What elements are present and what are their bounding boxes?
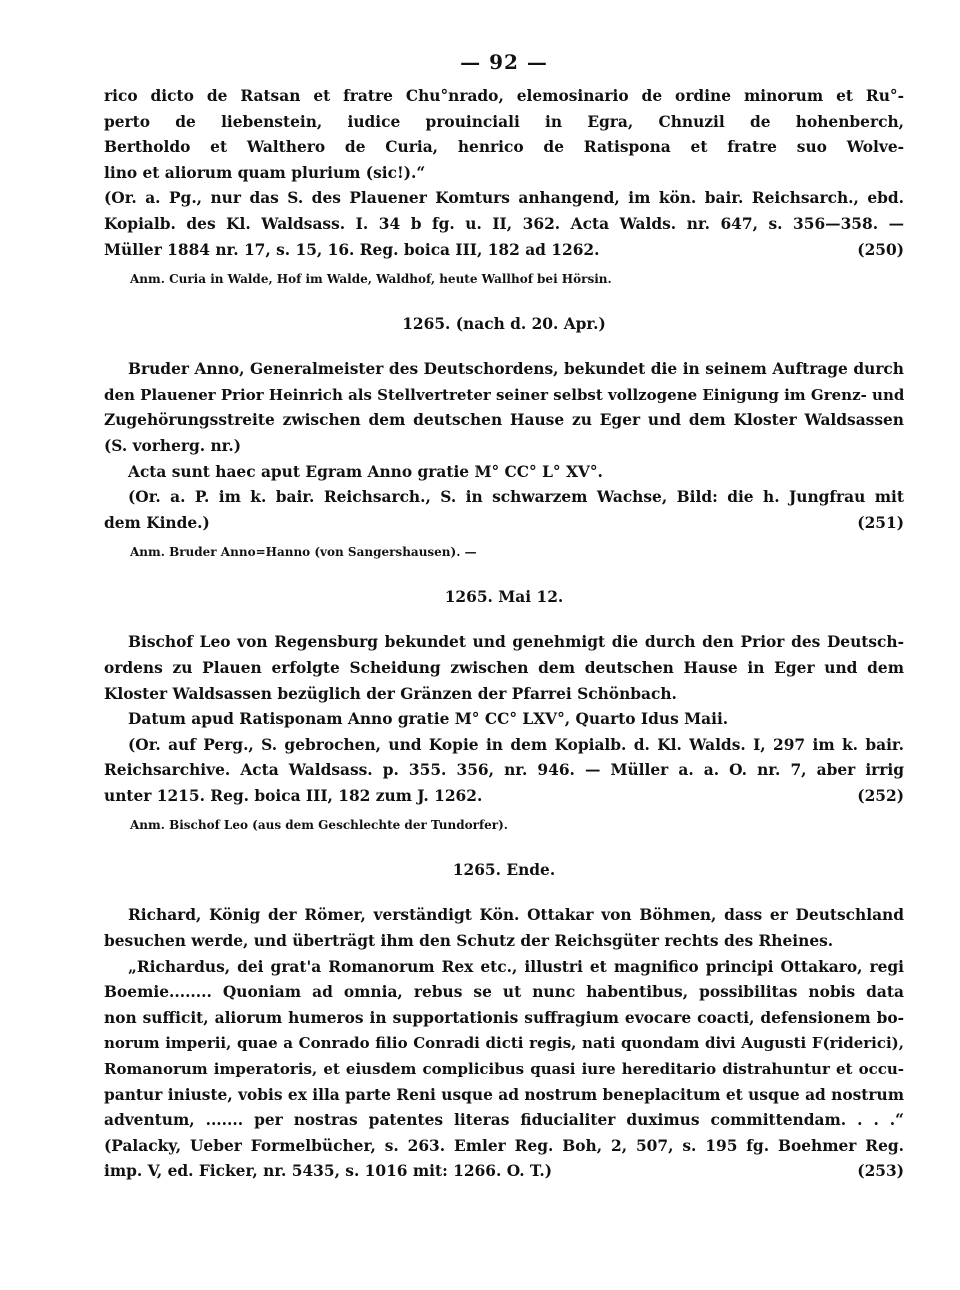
text-line: (Palacky, Ueber Formelbücher, s. 263. Emler Reg. Boh, 2, 507, s. 195 fg. Boehmer Reg. xyxy=(104,1136,904,1155)
text-line: adventum, ....... per nostras patentes literas fiducialiter duximus committendam. . . .“ xyxy=(104,1111,904,1130)
text-line: Acta sunt haec aput Egram Anno gratie M° CC° L° XV°. xyxy=(128,462,603,481)
page-number: — 92 — xyxy=(460,50,548,74)
annotation: Anm. Curia in Walde, Hof im Walde, Waldhof, heute Wallhof bei Hörsin. xyxy=(130,272,612,287)
text-line: pantur iniuste, vobis ex illa parte Reni usque ad nostrum beneplacitum et usque ad nostrum xyxy=(104,1085,904,1104)
text-line: (Or. a. Pg., nur das S. des Plauener Komturs anhangend, im kön. bair. Reichsarch., ebd. xyxy=(104,189,904,208)
text-line: perto de liebenstein, iudice prouinciali in Egra, Chnuzil de hohenberch, xyxy=(104,112,904,131)
entry-heading: 1265. Mai 12. xyxy=(444,588,564,607)
line-text: Müller 1884 nr. 17, s. 15, 16. Reg. boica III, 182 ad 1262. xyxy=(104,240,600,259)
entry-heading: 1265. (nach d. 20. Apr.) xyxy=(402,315,606,334)
annotation: Anm. Bruder Anno=Hanno (von Sangershausen). — xyxy=(130,545,477,560)
entry-253 xyxy=(104,857,904,1185)
text-line: den Plauener Prior Heinrich als Stellvertreter seiner selbst vollzogene Einigung im Grenz- und xyxy=(104,385,905,404)
text-line: Datum apud Ratisponam Anno gratie M° CC° LXV°, Quarto Idus Maii. xyxy=(128,710,729,729)
entry-252 xyxy=(104,584,904,835)
entry-250 xyxy=(104,84,904,289)
text-line: non sufficit, aliorum humeros in supportationis suffragium evocare coacti, defensionem bo- xyxy=(104,1008,904,1027)
text-line: „Richardus, dei grat'a Romanorum Rex etc., illustri et magnifico principi Ottakaro, regi xyxy=(128,957,904,976)
text-line xyxy=(104,1159,904,1185)
entry-251 xyxy=(104,311,904,562)
text-line: Kloster Waldsassen bezüglich der Gränzen der Pfarrei Schönbach. xyxy=(104,684,677,703)
annotation: Anm. Bischof Leo (aus dem Geschlechte der Tundorfer). xyxy=(130,818,508,833)
document-page xyxy=(104,44,904,1185)
text-line: Bruder Anno, Generalmeister des Deutschordens, bekundet die in seinem Auftrage durch xyxy=(128,360,904,379)
text-line: besuchen werde, und überträgt ihm den Schutz der Reichsgüter rechts des Rheines. xyxy=(104,932,834,951)
text-line: (Or. auf Perg., S. gebrochen, und Kopie in dem Kopialb. d. Kl. Walds. I, 297 im k. bair. xyxy=(128,735,904,754)
text-line: (S. vorherg. nr.) xyxy=(104,436,241,455)
text-line xyxy=(104,784,904,810)
text-line: Zugehörungsstreite zwischen dem deutschen Hause zu Eger und dem Kloster Waldsassen xyxy=(104,411,904,430)
entry-number: (253) xyxy=(857,1162,904,1181)
text-line: Bertholdo et Walthero de Curia, henrico de Ratispona et fratre suo Wolve- xyxy=(104,138,904,157)
line-text: imp. V, ed. Ficker, nr. 5435, s. 1016 mit: 1266. O. T.) xyxy=(104,1162,553,1181)
line-text: dem Kinde.) xyxy=(104,513,210,532)
text-line: Romanorum imperatoris, et eiusdem complicibus quasi iure hereditario distrahuntur et occu- xyxy=(104,1060,904,1079)
entry-heading: 1265. Ende. xyxy=(452,861,556,880)
text-line xyxy=(104,511,904,537)
text-line: rico dicto de Ratsan et fratre Chu°nrado, elemosinario de ordine minorum et Ru°- xyxy=(104,87,904,105)
text-line: Bischof Leo von Regensburg bekundet und genehmigt die durch den Prior des Deutsch- xyxy=(128,633,904,652)
text-line xyxy=(104,238,904,264)
entry-number: (252) xyxy=(857,786,904,805)
text-line: norum imperii, quae a Conrado filio Conradi dicti regis, nati quondam divi Augusti F(riderici), xyxy=(104,1034,904,1053)
text-line: Reichsarchive. Acta Waldsass. p. 355. 356, nr. 946. — Müller a. a. O. nr. 7, aber irrig xyxy=(104,761,904,780)
text-line: (Or. a. P. im k. bair. Reichsarch., S. in schwarzem Wachse, Bild: die h. Jungfrau mit xyxy=(128,488,904,507)
text-line: lino et aliorum quam plurium (sic!).“ xyxy=(104,163,426,182)
text-line: ordens zu Plauen erfolgte Scheidung zwischen dem deutschen Hause in Eger und dem xyxy=(104,658,904,677)
text-line: Boemie........ Quoniam ad omnia, rebus se ut nunc habentibus, possibilitas nobis data xyxy=(104,983,904,1002)
text-line: Richard, König der Römer, verständigt Kön. Ottakar von Böhmen, dass er Deutschland xyxy=(128,906,904,925)
entry-number: (251) xyxy=(857,513,904,532)
entry-number: (250) xyxy=(857,240,904,259)
line-text: unter 1215. Reg. boica III, 182 zum J. 1262. xyxy=(104,786,483,805)
text-line: Kopialb. des Kl. Waldsass. I. 34 b fg. u. II, 362. Acta Walds. nr. 647, s. 356—358. — xyxy=(104,214,904,233)
